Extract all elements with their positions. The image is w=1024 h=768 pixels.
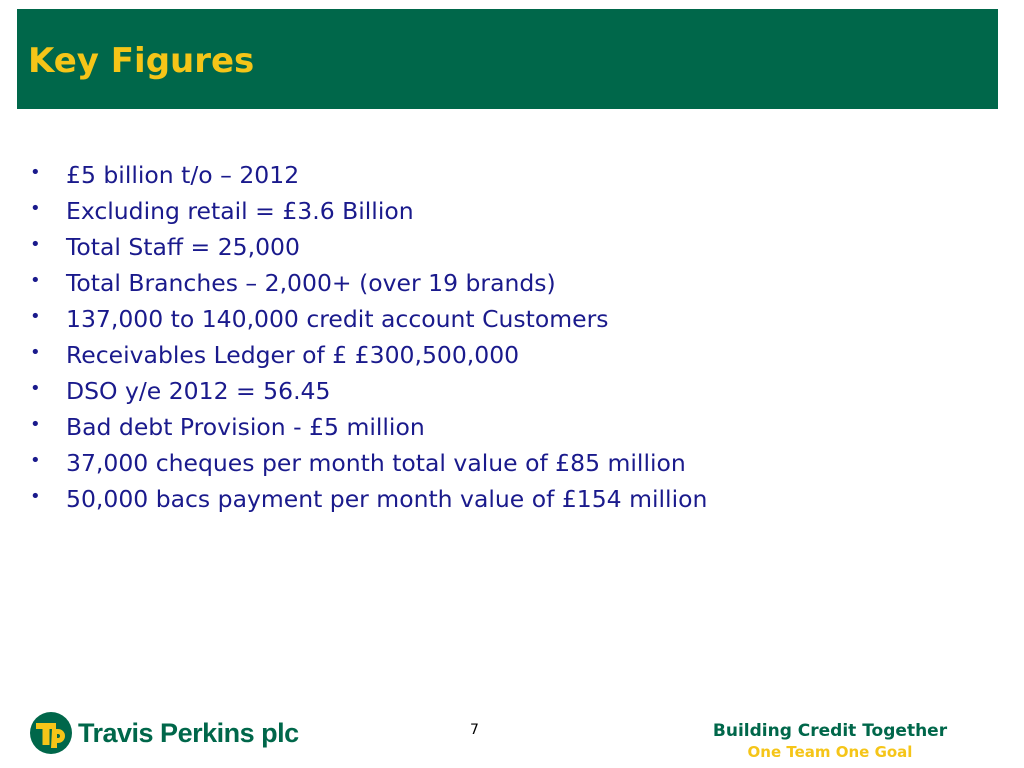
bullet-text: Total Staff = 25,000 (66, 233, 300, 261)
bullet-icon: • (30, 486, 41, 507)
header-bar (17, 9, 998, 109)
bullet-icon: • (30, 450, 41, 471)
tagline-sub: One Team One Goal (747, 743, 913, 761)
tagline (700, 720, 960, 762)
company-logo (30, 712, 299, 754)
bullet-icon: • (30, 414, 41, 435)
bullet-icon: • (30, 198, 41, 219)
bullet-icon: • (30, 378, 41, 399)
bullet-icon: • (30, 234, 41, 255)
bullet-text: Receivables Ledger of £ £300,500,000 (66, 341, 520, 369)
bullet-text: Bad debt Provision - £5 million (66, 413, 425, 441)
bullet-text: 37,000 cheques per month total value of £85 million (66, 449, 686, 477)
bullet-icon: • (30, 162, 41, 183)
bullet-text: £5 billion t/o – 2012 (66, 161, 300, 189)
bullet-text: DSO y/e 2012 = 56.45 (66, 377, 331, 405)
bullet-text: Total Branches – 2,000+ (over 19 brands) (66, 269, 556, 297)
bullet-text: 137,000 to 140,000 credit account Customers (66, 305, 609, 333)
bullet-icon: • (30, 306, 41, 327)
bullet-text: Excluding retail = £3.6 Billion (66, 197, 414, 225)
tagline-main: Building Credit Together (712, 721, 948, 741)
logo-text: Travis Perkins plc (78, 718, 299, 748)
page-number: 7 (470, 722, 479, 738)
slide-title: Key Figures (28, 41, 255, 81)
travis-perkins-logo-icon (30, 712, 72, 754)
bullet-icon: • (30, 270, 41, 291)
bullet-text: 50,000 bacs payment per month value of £154 million (66, 485, 708, 513)
bullet-icon: • (30, 342, 41, 363)
